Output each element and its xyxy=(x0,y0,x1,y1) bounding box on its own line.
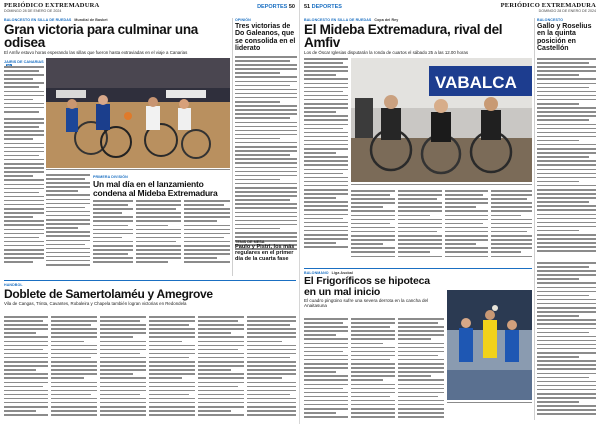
bottom-body-col-5 xyxy=(198,316,244,420)
column-divider xyxy=(232,18,233,276)
left-masthead xyxy=(4,3,295,15)
section-name: DEPORTES xyxy=(311,4,342,10)
bottom-body-col-2 xyxy=(51,316,97,420)
bottom-deck: Vila de Cangas, Trinta, Cavantes, Robaleira y Chapela también logran victorias en Redondela xyxy=(4,301,187,306)
second-kicker: BALONMANO Liga Asobal xyxy=(304,271,353,275)
right-lead-body-col-3 xyxy=(398,190,442,263)
right-sidebar-lower-body xyxy=(537,262,596,420)
right-lead-deck: Los de Óscar Iglesias disputarán la ronda de cuartos el sábado 25 a las 12.00 horas xyxy=(304,50,469,55)
second-kicker-byline: Liga Asobal xyxy=(331,271,353,275)
bottom-body-col-4 xyxy=(149,316,195,420)
bottom-body-col-3 xyxy=(100,316,146,420)
newspaper-brand: PERIÓDICO EXTREMADURA xyxy=(4,2,100,9)
lead-kicker: BALONCESTO EN SILLA DE RUEDAS Mundial de Basket xyxy=(4,18,108,22)
lower-lead-headline: Un mal día en el lanzamiento condena al Mideba Extremadura xyxy=(93,179,218,198)
second-story-header xyxy=(304,271,444,308)
lead-body-col-1 xyxy=(4,118,44,268)
issue-date: DOMINGO 28 DE ENERO DE 2024 xyxy=(538,9,596,13)
bottom-body-col-1 xyxy=(4,316,48,420)
lower-lead-body-col-2 xyxy=(184,200,230,268)
second-body-col-2 xyxy=(351,318,395,420)
right-masthead xyxy=(304,3,596,15)
bottom-body-col-6 xyxy=(247,316,296,420)
lead-deck: El Amfiv estuvo horas esperando las sillas que fueron hasta extraviadas en el viaje a Canarias xyxy=(4,50,188,55)
second-body-col-3 xyxy=(398,318,444,420)
column-divider xyxy=(534,18,535,420)
second-headline: El Frigoríficos se hipoteca en un mal inicio xyxy=(304,275,430,298)
second-deck: El cuadro pingüino sufre una severa derrota en la cancha del Anaitasuna xyxy=(304,298,429,309)
right-sidebar-body xyxy=(537,58,596,254)
right-lead-body-col-2 xyxy=(351,190,395,263)
lower-lead-kicker: PRIMERA DIVISIÓN xyxy=(93,175,128,179)
right-lead-headline: El Mideba Extremadura, rival del Amfiv xyxy=(304,22,503,50)
stats-lines xyxy=(4,66,44,114)
right-lead-body-col-5 xyxy=(491,190,532,263)
second-story-rule xyxy=(304,268,532,269)
right-sidebar-kicker: BALONCESTO xyxy=(537,18,564,22)
table-tennis-box xyxy=(235,240,297,262)
bottom-headline: Doblete de Samertolaméu y Amegrove xyxy=(4,287,213,301)
bottom-kicker: HANDBOL xyxy=(4,283,23,287)
bottom-story-rule xyxy=(4,280,296,281)
right-lead-body-col-1 xyxy=(304,58,348,263)
sidebar-headline: Tres victorias de Do Galeanos, que se consolida en el liderato xyxy=(235,23,296,52)
lead-story-header xyxy=(4,18,230,55)
handball-action-photo xyxy=(447,290,532,400)
stats-header: JAIRIS DE CANARIAS xyxy=(4,60,44,69)
right-lead-story-header xyxy=(304,18,532,55)
table-tennis-kicker: TENIS DE MESA xyxy=(235,240,265,244)
lead-kicker-byline: Mundial de Basket xyxy=(74,18,108,22)
right-lead-photo-wheelchair-players xyxy=(351,58,532,182)
right-brand-block xyxy=(501,3,596,14)
page-section-label xyxy=(257,5,295,10)
right-lead-photo-caption xyxy=(351,184,532,185)
sidebar-story xyxy=(235,18,297,52)
right-lead-kicker-byline: Copa del Rey xyxy=(374,18,399,22)
sidebar-kicker: OPINIÓN xyxy=(235,18,251,22)
lead-body-col-2 xyxy=(46,174,90,268)
page-number: 50 xyxy=(288,4,295,10)
lead-photo-wheelchair-basketball xyxy=(46,58,230,168)
newspaper-brand: PERIÓDICO EXTREMADURA xyxy=(500,2,596,9)
right-lead-kicker: BALONCESTO EN SILLA DE RUEDAS Copa del Rey xyxy=(304,18,399,22)
sidebar-body-text xyxy=(235,56,297,256)
bottom-story-header xyxy=(4,283,296,306)
right-lead-body-col-4 xyxy=(445,190,488,263)
section-name: DEPORTES xyxy=(257,4,288,10)
right-newspaper-page xyxy=(300,0,600,424)
lower-lead-stats xyxy=(93,200,133,268)
right-sidebar-story xyxy=(537,18,596,52)
lead-headline: Gran victoria para culminar una odisea xyxy=(4,22,199,50)
handball-photo-caption xyxy=(447,402,532,403)
lower-lead-body-col-1 xyxy=(136,200,181,268)
second-body-col-1 xyxy=(304,318,348,420)
page-number: 51 xyxy=(304,4,311,10)
lower-lead-story-header xyxy=(93,175,230,197)
lead-photo-caption xyxy=(46,169,230,170)
right-sidebar-headline: Gallo y Roselius en la quinta posición en Castellón xyxy=(537,23,592,52)
photo-banner-text: VABALCA xyxy=(435,73,517,92)
page-section-label xyxy=(304,5,342,10)
table-tennis-headline: Paulo y Pistri, los más regulares en el primer día de la cuarta fase xyxy=(235,244,295,262)
issue-date: DOMINGO 28 DE ENERO DE 2024 xyxy=(4,9,62,13)
